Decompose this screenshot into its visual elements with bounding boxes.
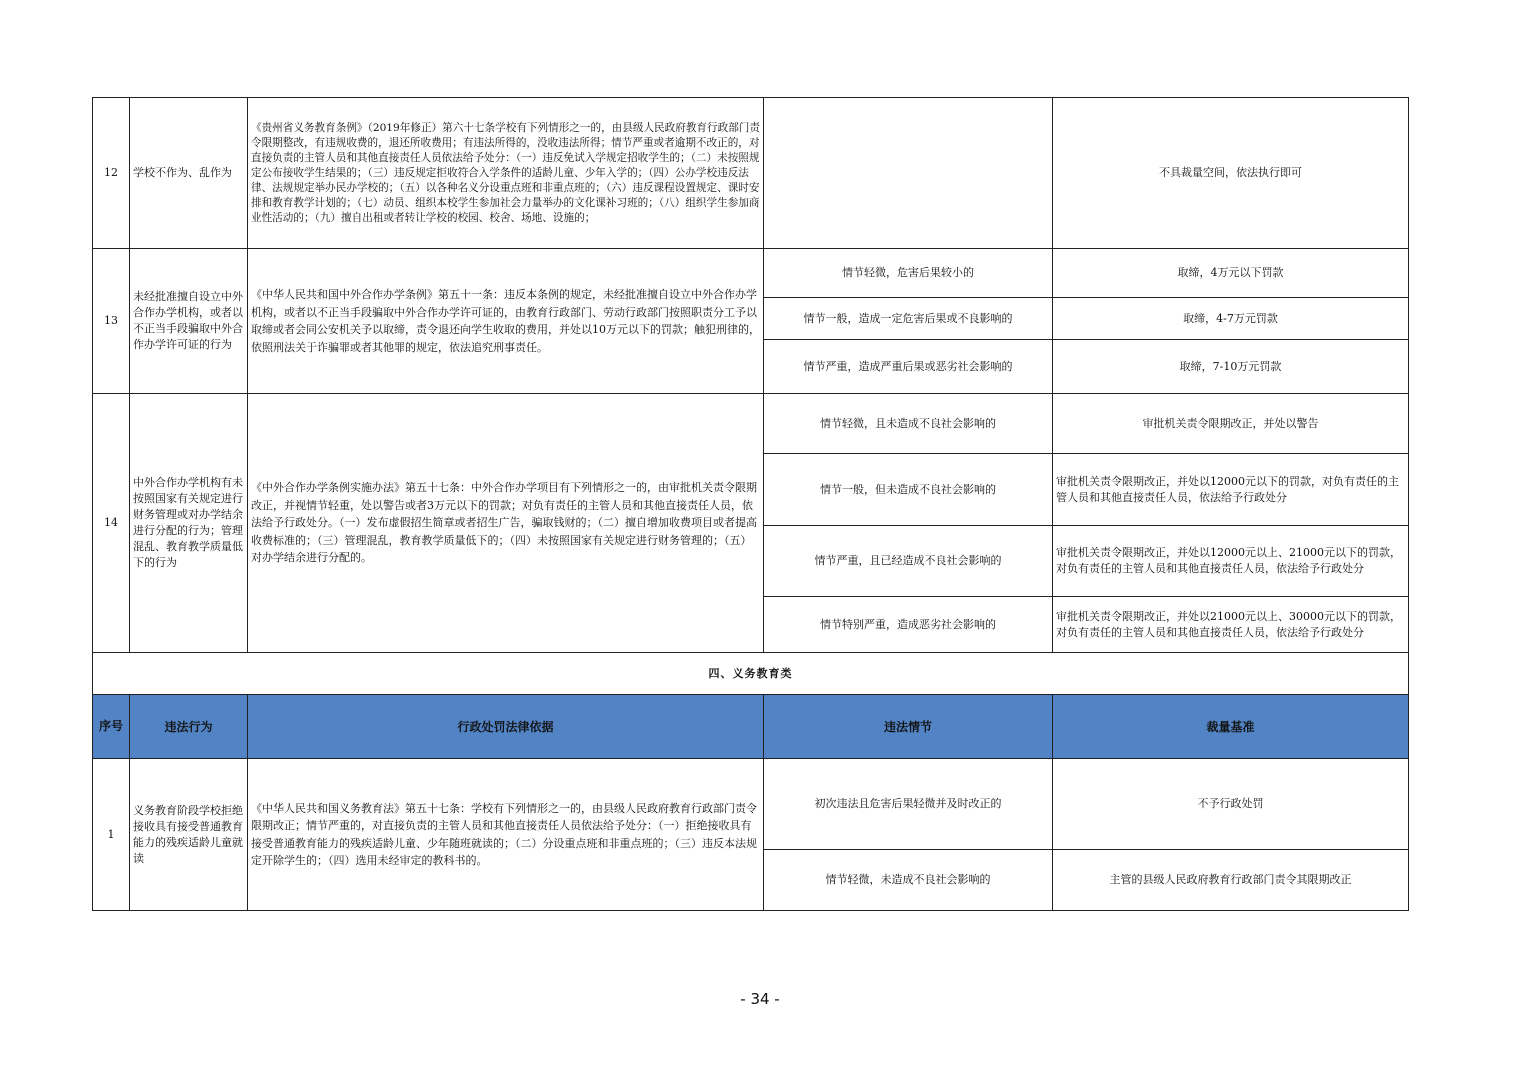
header-row (93, 695, 1409, 759)
circumstance-cell: 情节严重，且已经造成不良社会影响的 (764, 526, 1053, 597)
standard-cell: 取缔，7-10万元罚款 (1053, 340, 1409, 394)
standard-cell: 不予行政处罚 (1053, 759, 1409, 850)
table-row (93, 249, 1409, 298)
table-row (93, 759, 1409, 850)
violation-cell: 未经批准擅自设立中外合作办学机构，或者以不正当手段骗取中外合作办学许可证的行为 (130, 249, 248, 394)
standard-cell: 取缔，4-7万元罚款 (1053, 298, 1409, 340)
legal-basis-cell: 《中华人民共和国义务教育法》第五十七条：学校有下列情形之一的，由县级人民政府教育行政部门责令限期改正；情节严重的，对直接负责的主管人员和其他直接责任人员依法给予处分：（一）拒绝接收具有接受普通教育能力的残疾适龄儿童、少年随班就读的；（二）分设重点班和非重点班的；（三）违反本法规定开除学生的；（四）选用未经审定的教科书的。 (248, 759, 764, 911)
row-number: 12 (93, 98, 130, 249)
standard-cell: 审批机关责令限期改正，并处以警告 (1053, 394, 1409, 454)
violation-cell: 中外合作办学机构有未按照国家有关规定进行财务管理或对办学结余进行分配的行为；管理混乱、教育教学质量低下的行为 (130, 394, 248, 653)
row-number: 13 (93, 249, 130, 394)
table-row (93, 394, 1409, 454)
header-violation: 违法行为 (130, 695, 248, 759)
circumstance-cell: 情节轻微，未造成不良社会影响的 (764, 850, 1053, 911)
standard-cell: 取缔，4万元以下罚款 (1053, 249, 1409, 298)
page-number: - 34 - (740, 990, 780, 1008)
standard-cell: 审批机关责令限期改正，并处以12000元以上、21000元以下的罚款，对负有责任的主管人员和其他直接责任人员，依法给予行政处分 (1053, 526, 1409, 597)
standard-cell: 审批机关责令限期改正，并处以21000元以上、30000元以下的罚款，对负有责任的主管人员和其他直接责任人员，依法给予行政处分 (1053, 597, 1409, 653)
standard-cell: 审批机关责令限期改正，并处以12000元以下的罚款，对负有责任的主管人员和其他直接责任人员，依法给予行政处分 (1053, 454, 1409, 526)
table-row (93, 98, 1409, 249)
violation-cell: 学校不作为、乱作为 (130, 98, 248, 249)
violation-cell: 义务教育阶段学校拒绝接收具有接受普通教育能力的残疾适龄儿童就读 (130, 759, 248, 911)
circumstance-cell: 情节特别严重，造成恶劣社会影响的 (764, 597, 1053, 653)
header-basis: 行政处罚法律依据 (248, 695, 764, 759)
circumstance-cell: 情节一般，但未造成不良社会影响的 (764, 454, 1053, 526)
legal-basis-cell: 《中华人民共和国中外合作办学条例》第五十一条：违反本条例的规定，未经批准擅自设立中外合作办学机构，或者以不正当手段骗取中外合作办学许可证的，由教育行政部门、劳动行政部门按照职责分工予以取缔或者会同公安机关予以取缔，责令退还向学生收取的费用，并处以10万元以下的罚款；触犯刑律的，依照刑法关于诈骗罪或者其他罪的规定，依法追究刑事责任。 (248, 249, 764, 394)
legal-basis-cell: 《中外合作办学条例实施办法》第五十七条：中外合作办学项目有下列情形之一的，由审批机关责令限期改正，并视情节轻重，处以警告或者3万元以下的罚款；对负有责任的主管人员和其他直接责任人员，依法给予行政处分。（一）发布虚假招生简章或者招生广告，骗取钱财的；（二）擅自增加收费项目或者提高收费标准的；（三）管理混乱，教育教学质量低下的；（四）未按照国家有关规定进行财务管理的；（五）对办学结余进行分配的。 (248, 394, 764, 653)
circumstance-cell: 初次违法且危害后果轻微并及时改正的 (764, 759, 1053, 850)
section-title-row (93, 653, 1409, 695)
section-title: 四、义务教育类 (93, 653, 1409, 695)
circumstance-cell: 情节严重，造成严重后果或恶劣社会影响的 (764, 340, 1053, 394)
circumstance-cell: 情节轻微，危害后果较小的 (764, 249, 1053, 298)
legal-basis-cell: 《贵州省义务教育条例》（2019年修正）第六十七条学校有下列情形之一的，由县级人民政府教育行政部门责令限期整改，有违规收费的，退还所收费用；有违法所得的，没收违法所得；情节严重或者逾期不改正的，对直接负责的主管人员和其他直接责任人员依法给予处分：（一）违反免试入学规定招收学生的；（二）未按照规定公布接收学生结果的；（三）违反规定拒收符合入学条件的适龄儿童、少年入学的；（四）公办学校违反法律、法规规定举办民办学校的；（五）以各种名义分设重点班和非重点班的；（六）违反课程设置规定、课时安排和教育教学计划的；（七）动员、组织本校学生参加社会力量举办的文化课补习班的；（八）组织学生参加商业性活动的；（九）擅自出租或者转让学校的校园、校舍、场地、设施的； (248, 98, 764, 249)
circumstance-cell (764, 98, 1053, 249)
header-seq: 序号 (93, 695, 130, 759)
circumstance-cell: 情节一般，造成一定危害后果或不良影响的 (764, 298, 1053, 340)
row-number: 14 (93, 394, 130, 653)
standard-cell: 主管的县级人民政府教育行政部门责令其限期改正 (1053, 850, 1409, 911)
header-standard: 裁量基准 (1053, 695, 1409, 759)
standard-cell: 不具裁量空间，依法执行即可 (1053, 98, 1409, 249)
discretion-standards-table (92, 97, 1409, 911)
row-number: 1 (93, 759, 130, 911)
circumstance-cell: 情节轻微，且未造成不良社会影响的 (764, 394, 1053, 454)
header-circumstance: 违法情节 (764, 695, 1053, 759)
